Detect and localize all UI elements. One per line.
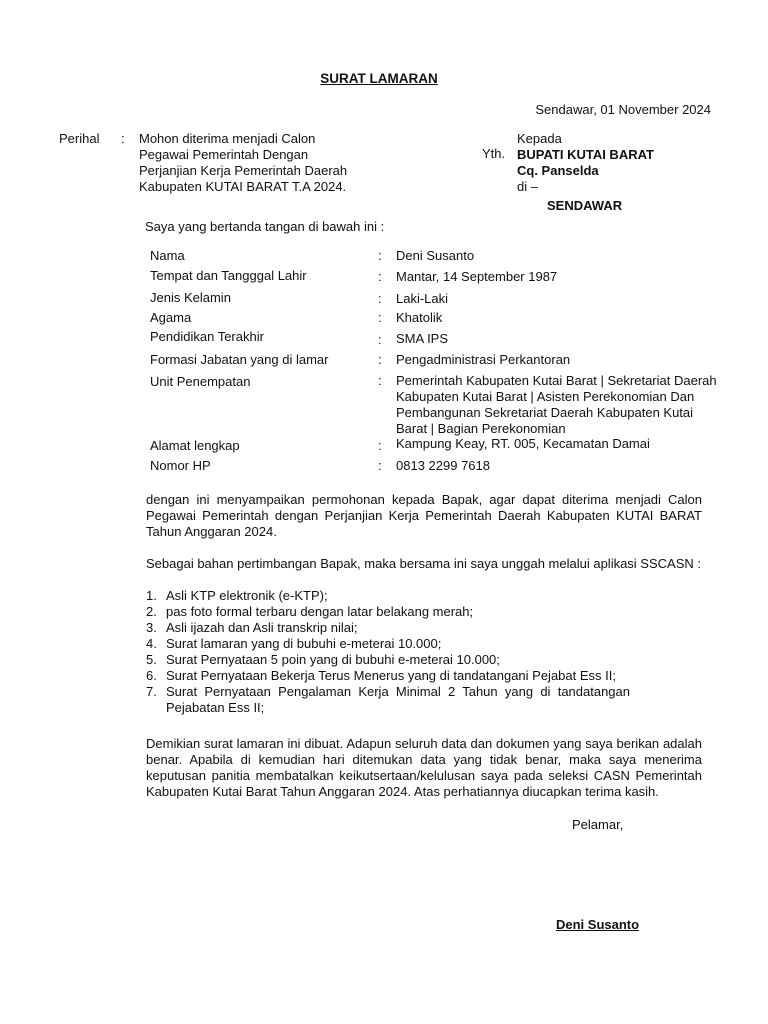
signer-name: Deni Susanto	[556, 917, 640, 932]
list-number: 4.	[146, 636, 157, 651]
detail-label: Formasi Jabatan yang di lamar	[150, 352, 329, 367]
list-item	[146, 588, 702, 604]
detail-label: Unit Penempatan	[150, 374, 251, 389]
detail-colon: :	[378, 248, 382, 263]
attachments-list	[146, 588, 702, 716]
list-item	[146, 684, 702, 716]
detail-row-ttl	[150, 269, 730, 290]
list-text: Surat lamaran yang di bubuhi e-meterai 10.000;	[166, 636, 442, 651]
list-text: Surat Pernyataan Pengalaman Kerja Minimal 2 Tahun yang di tandatangan Pejabatan Ess II;	[166, 684, 630, 715]
detail-colon: :	[378, 310, 382, 325]
detail-row-pendidikan	[150, 330, 730, 351]
detail-row-jenis-kelamin	[150, 290, 730, 310]
perihal-colon: :	[121, 131, 125, 146]
detail-colon: :	[378, 291, 382, 306]
detail-value: Kampung Keay, RT. 005, Kecamatan Damai	[396, 436, 650, 451]
detail-label: Agama	[150, 310, 192, 325]
intro-text: Saya yang bertanda tangan di bawah ini :	[145, 219, 385, 234]
list-item	[146, 636, 702, 652]
letter-title: SURAT LAMARAN	[320, 71, 438, 86]
detail-row-nomor-hp	[150, 458, 730, 478]
closing-paragraph: Demikian surat lamaran ini dibuat. Adapun seluruh data dan dokumen yang saya berikan adalah benar. Apabila di kemudian hari ditemukan data yang tidak benar, maka saya menerima keputusan panitia membatalkan keikutsertaan/kelulusan saya pada seleksi CASN Pemerintah Kabupaten Kutai Barat Tahun Anggaran 2024. Atas perhatiannya diucapkan terima kasih.	[146, 736, 702, 799]
list-item	[146, 668, 702, 684]
detail-row-unit	[150, 372, 730, 436]
list-text: pas foto formal terbaru dengan latar belakang merah;	[166, 604, 474, 619]
detail-colon: :	[378, 373, 382, 388]
perihal-line: Kabupaten KUTAI BARAT T.A 2024.	[139, 179, 347, 194]
detail-row-alamat	[150, 436, 730, 458]
recipient-cq: Cq. Panselda	[517, 163, 599, 178]
detail-colon: :	[378, 332, 382, 347]
list-number: 5.	[146, 652, 157, 667]
list-item	[146, 620, 702, 636]
list-number: 7.	[146, 684, 157, 699]
perihal-line: Perjanjian Kerja Pemerintah Daerah	[139, 163, 348, 178]
detail-colon: :	[378, 352, 382, 367]
recipient-address	[517, 131, 654, 214]
detail-label: Tempat dan Tangggal Lahir	[150, 268, 307, 283]
closing-label: Pelamar,	[572, 817, 624, 832]
detail-label: Pendidikan Terakhir	[150, 329, 264, 344]
list-number: 3.	[146, 620, 157, 635]
detail-row-formasi	[150, 351, 730, 372]
yth-label: Yth.	[482, 146, 506, 161]
recipient-name: BUPATI KUTAI BARAT	[517, 147, 654, 162]
recipient-city: SENDAWAR	[547, 198, 623, 213]
list-item	[146, 604, 702, 620]
list-text: Surat Pernyataan Bekerja Terus Menerus yang di tandatangani Pejabat Ess II;	[166, 668, 616, 683]
perihal-line: Mohon diterima menjadi Calon	[139, 131, 316, 146]
kepada-label: Kepada	[517, 131, 562, 146]
detail-colon: :	[378, 269, 382, 284]
detail-value: Pemerintah Kabupaten Kutai Barat | Sekretariat Daerah Kabupaten Kutai Barat | Asisten Perekonomian Dan Pembangunan Sekretariat Daerah Kabupaten Kutai Barat | Bagian Perekonomian	[396, 373, 717, 436]
list-text: Surat Pernyataan 5 poin yang di bubuhi e-meterai 10.000;	[166, 652, 500, 667]
detail-value: 0813 2299 7618	[396, 458, 490, 473]
application-paragraph: dengan ini menyampaikan permohonan kepada Bapak, agar dapat diterima menjadi Calon Pegawai Pemerintah dengan Perjanjian Kerja Pemerintah Daerah Kabupaten KUTAI BARAT Tahun Anggaran 2024.	[146, 492, 702, 539]
detail-value: Deni Susanto	[396, 248, 475, 263]
detail-label: Nama	[150, 248, 185, 263]
perihal-line: Pegawai Pemerintah Dengan	[139, 147, 309, 162]
list-number: 1.	[146, 588, 157, 603]
recipient-di: di –	[517, 179, 538, 194]
detail-row-nama	[150, 248, 730, 269]
list-number: 2.	[146, 604, 157, 619]
detail-value: SMA IPS	[396, 331, 449, 346]
detail-value: Pengadministrasi Perkantoran	[396, 352, 571, 367]
detail-label: Jenis Kelamin	[150, 290, 231, 305]
detail-value: Mantar, 14 September 1987	[396, 269, 558, 284]
detail-label: Nomor HP	[150, 458, 211, 473]
detail-value: Khatolik	[396, 310, 443, 325]
detail-colon: :	[378, 458, 382, 473]
perihal-subject	[139, 131, 347, 195]
list-text: Asli ijazah dan Asli transkrip nilai;	[166, 620, 358, 635]
date-line: Sendawar, 01 November 2024	[535, 102, 711, 117]
applicant-details	[150, 248, 730, 478]
detail-label: Alamat lengkap	[150, 438, 240, 453]
list-text: Asli KTP elektronik (e-KTP);	[166, 588, 328, 603]
perihal-label: Perihal	[59, 131, 100, 146]
detail-row-agama	[150, 310, 730, 330]
list-number: 6.	[146, 668, 157, 683]
list-item	[146, 652, 702, 668]
detail-colon: :	[378, 438, 382, 453]
attachments-intro: Sebagai bahan pertimbangan Bapak, maka bersama ini saya unggah melalui aplikasi SSCASN :	[146, 556, 701, 571]
detail-value: Laki-Laki	[396, 291, 449, 306]
